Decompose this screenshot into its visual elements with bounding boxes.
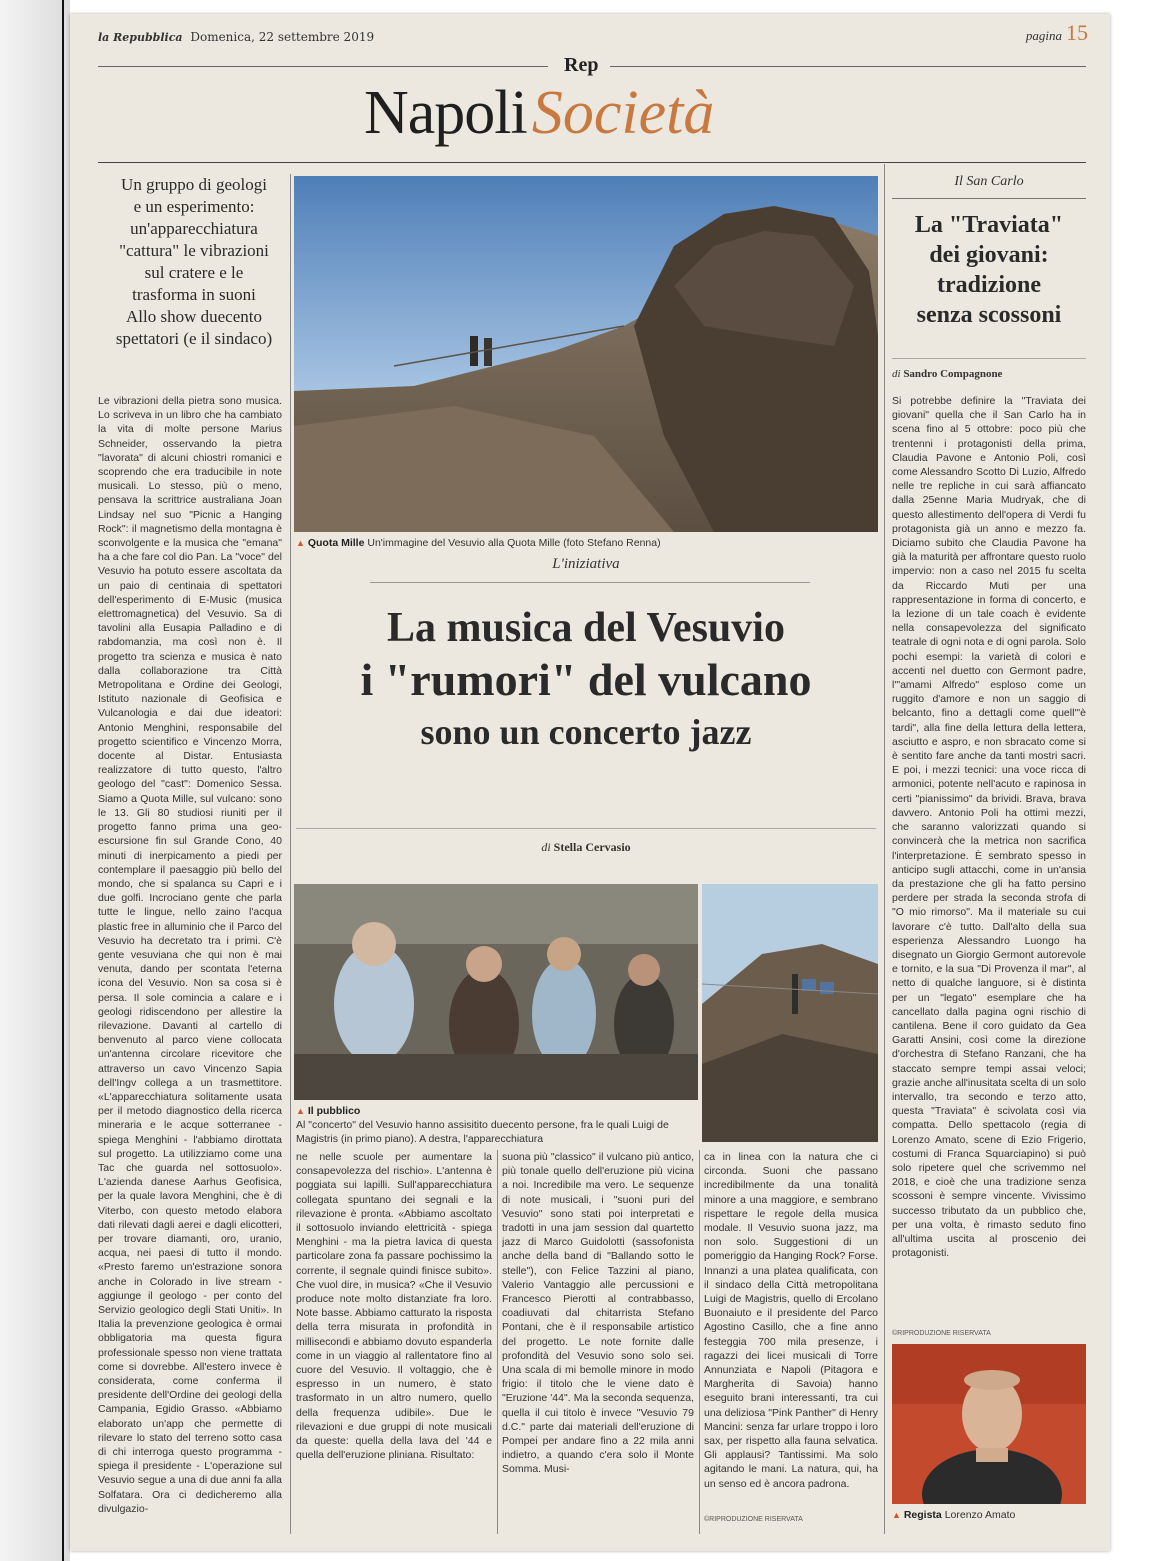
column-divider xyxy=(699,1150,700,1534)
sidebar-kicker-rule xyxy=(892,198,1086,199)
section-title-underline xyxy=(98,162,1086,163)
article-column-4: ca in linea con la natura che ci circonda. Suoni che passano incredibilmente da una tonalità minore a una maggiore, e sembrano rispettare le regole della musica modale. Il Vesuvio suona jazz, ma non solo. Suggestioni di un pomeriggio da Hanging Rock? Forse. Innanzi a una platea qualificata, con il sindaco della Città metropolitana Luigi de Magistris, quello di Ercolano Buonaiuto e il presidente del Parco Agostino Casillo, che a fine anno festeggia 700 mila presenze, i ragazzi dei licei musicali di Torre Annunziata e Napoli (Pitagora e Margherita di Savoia) hanno eseguito brani interessanti, tra cui una deliziosa "Pink Panther" di Henry Mancini: senza far urlare troppo i loro sax, per rispetto alla fauna selvatica. Gli applausi? Tantissimi. Ma solo agitando le mani. La natura, qui, ha un senso ed è ancora padrona. xyxy=(704,1151,878,1490)
column-divider xyxy=(497,1150,498,1534)
caption-text: Al "concerto" del Vesuvio hanno assisitito duecento persone, fra le quali Luigi de Magistris (in primo piano). A destra, l'apparecchiatura xyxy=(296,1119,669,1145)
vesuvio-quota-mille-photo xyxy=(294,176,878,532)
caption-label: Il pubblico xyxy=(307,1105,361,1117)
lead-line: spettatori (e il sindaco) xyxy=(115,329,273,348)
sidebar-copyright: ©RIPRODUZIONE RISERVATA xyxy=(892,1330,991,1337)
sidebar-headline-line: senza scossoni xyxy=(916,302,1062,328)
sidebar-byline-rule xyxy=(892,358,1086,359)
masthead-rule-right xyxy=(610,66,1086,67)
section-title-sub: Società xyxy=(531,79,715,147)
lead-line: Allo show duecento xyxy=(126,307,262,326)
regista-portrait-photo xyxy=(892,1344,1086,1504)
masthead-rule-left xyxy=(98,66,548,67)
column-divider xyxy=(290,174,291,1534)
caption-label: Quota Mille xyxy=(307,537,365,549)
binder-edge xyxy=(62,0,64,1561)
audience-image xyxy=(294,884,698,1100)
article-column-1: Le vibrazioni della pietra sono musica. Lo scriveva in un libro che ha cambiato la vita di molte persone Marius Schneider, osservando la pietra "lavorata" di alcuni chiostri romanici e scoprendo che era traducibile in note musicali. Lo stesso, più o meno, pensava la scrittrice australiana Joan Lindsay nel suo "Picnic a Hanging Rock": il magnetismo della montagna è sconvolgente e la musica che "emana" ha a che fare col dio Pan. La "voce" del Vesuvio ha potuto essere ascoltata da un paio di centinaia di spettatori dell'esperimento di E-Music (musica elettromagnetica) del Vesuvio. Sa di tavolini alla Eusapia Palladino e di rabdomanzia, ma così non è. Il progetto tra scienza e musica è nato dalla collaborazione tra Città Metropolitana e Ordine dei Geologi, Istituto nazionale di Geofisica e Vulcanologia e dai due ideatori: Antonio Menghini, responsabile del progetto scientifico e Vincenzo Morra, docente al Distar. Entusiasta realizzatore di tutto questo, l'altro geologo del "cast": Domenico Sessa. Siamo a Quota Mille, sul vulcano: sono le 13. Gli 80 studiosi riuniti per il progetto fanno prima una geo-escursione fin sul Grande Cono, 40 minuti di inerpicamento a piedi per contemplare il paesaggio più bello del mondo, che si spalanca su Capri e i due golfi. Incrociano gente che parla tutte le lingue, nello zaino l'acqua plastic free in alluminio che il Parco del Vesuvio ha decretato tra i primi. C'è gente vesuviana che qui non è mai venuta, dando per scontata l'eterna icona del Vesuvio. Non sa cosa si è persa. Il sole comincia a calare e i geologi ridiscendono per allestire la rilevazione. Davanti al cartello di benvenuto al parco viene collocata un'antenna circolare ricevitore che attraverso un cavo Vincenzo Sapia dell'Ingv collega a un trasmettitore. «L'apparecchiatura solitamente usata per il metodo diagnostico della ricerca mineraria e le acque sotterranee - spiega Menghini - l'abbiamo dirottata sul progetto. La utilizziamo come una Tac che guarda nel sottosuolo». L'azienda danese Aarhus Geofisica, per la quale lavora Menghini, che è di Viterbo, con questo metodo elabora dati rilevati dagli aerei e dagli elicotteri, per trovare diamanti, oro, uranio, acqua, nei paesi di tutto il mondo. «Presto faremo un'estrazione sonora anche in Colorado in live stream - aggiunge il geologo - per conto del Servizio geologico degli Stati Uniti». In Italia la prevenzione geologica è ormai obbligatoria ma questa figura professionale spesso non viene trattata come si dovrebbe. All'estero invece è considerata, come conferma il presidente dell'Ordine dei geologi della Campania, Egidio Grasso. «Abbiamo elaborato un'app che permette di rilevare lo stato del terreno sotto casa di chi interroga questo programma - spiega il presidente - L'operazione sul Vesuvio segue a una di due anni fa alla Solfatara. Ora ci dedicheremo alla divulgazio- xyxy=(98,395,282,1515)
vesuvio-landscape-image xyxy=(294,176,878,532)
binder-background xyxy=(0,0,70,1561)
equipment-image xyxy=(702,884,878,1142)
headline-line-2: i "rumori" del vulcano xyxy=(360,654,812,705)
section-title xyxy=(364,78,714,149)
audience-photo xyxy=(294,884,698,1100)
byline-prefix: di xyxy=(541,840,551,854)
newspaper-page xyxy=(70,14,1110,1551)
portrait-image xyxy=(892,1344,1086,1504)
lead-line: Un gruppo di geologi xyxy=(121,175,267,194)
article-column-3: suona più "classico" il vulcano più antico, più tonale quello dell'eruzione più vicina a noi. Incredibile ma vero. Le sequenze di note musicali, i "suoni puri del Vesuvio" sono stati poi interpretati e tradotti in una jam session dal quartetto jazz di Marco Guidolotti (sassofonista anche della band di "Ballando sotto le stelle"), con Felice Tazzini al piano, Valerio Vantaggio alle percussioni e Francesco Pierotti al contrabbasso, coadiuvati dal chitarrista Stefano Pontani, che è il responsabile artistico del progetto. Le note fornite dalle profondità del Vesuvio sono solo sei. Una scala di mi bemolle minore in modo frigio: il titolo che le viene dato è "Eruzione '44". Ma la seconda sequenza, quella il cui titolo è invece "Vesuvio 79 d.C." parte dai materiali dell'eruzione di Pompei per andare fino a 22 mila anni indietro, a quando c'era solo il Monte Somma. Musi- xyxy=(502,1151,694,1476)
lead-line: un'apparecchiatura xyxy=(130,219,258,238)
newspaper-name: la Repubblica xyxy=(98,31,183,44)
issue-date: Domenica, 22 settembre 2019 xyxy=(190,30,375,44)
sidebar-byline xyxy=(892,368,1086,380)
caption-triangle-icon: ▲ xyxy=(296,538,305,548)
sidebar-headline-line: tradizione xyxy=(937,272,1041,298)
page-label: pagina xyxy=(1025,28,1062,43)
sidebar-article-text: Si potrebbe definire la "Traviata dei giovani" quella che il San Carlo ha in scena fino al 5 ottobre: poco più che trentenni i protagonisti della prima, Claudia Pavone e Antonio Poli, così come Alessandro Scotto Di Luzio, Alfredo nelle tre repliche in cui sarà affiancato dalla 25enne Maria Mudryak, che di questo allestimento dell'opera di Verdi fu protagonista già un anno e mezzo fa. Diciamo subito che Claudia Pavone ha già la maturità per affrontare questo ruolo impervio: non a caso nel 2015 fu scelta da Riccardo Muti per una rappresentazione in forma di concerto, e la lezione di un tale coach è evidente nella consapevolezza del significato teatrale di ogni nota e di ogni parola. Solo pochi esempi: la varietà di colori e accenti nel duetto con Germont padre, l'"amami Alfredo" esploso come un ruggito d'amore e non un saggio di belcanto, fino a dettagli come quell'"è tardi", alla fine della lettura della lettera, asciutto e aspro, e non sbracato come si è sentito fare anche da tanti mostri sacri. E poi, i mezzi tecnici: una voce ricca di armonici, potente nell'acuto e rapinosa in certi "pianissimo" da brividi. Brava, brava davvero. Antonio Poli ha ottimi mezzi, che saranno valorizzati quando si convincerà che la metrica non sacrifica l'interpretazione. È sembrato spesso in anticipo sugli attacchi, come in un'ansia da prestazione che gli ha fatto persino perdere per strada la seconda strofa di "O mio rimorso". Ma il materiale su cui lavorare c'è tutto. Dall'alto della sua esperienza Alessandro Luongo ha disegnato un Giorgio Germont autorevole e tornito, e la sua "Di Provenza il mar", al netto di qualche languore, si è distinta per un "legato" esemplare che ha cancellato dalla pagina ogni rischio di cantilena. Bene il coro guidato da Gea Garatti Ansini, così come la direzione d'orchestra di Stefano Ranzani, che ha staccato sempre tempi assai veloci; grazie anche all'inusitata scelta di un solo intervallo, tra secondo e terzo atto, questa "Traviata" è scivolata così via compatta. Dello spettacolo (regia di Lorenzo Amato, scene di Ezio Frigerio, costumi di Franca Squarciapino) si può solo ripetere quel che scrivemmo nel 2018, e cioè che una tradizione senza scossoni è sempre vincente. Vivissimo successo tributato da un pubblico che, per una volta, è rimasto seduto fino all'ultima uscita al proscenio dei protagonisti. xyxy=(892,395,1086,1260)
page-header xyxy=(98,30,374,44)
portrait-caption xyxy=(892,1508,1086,1522)
photo-caption-audience xyxy=(296,1104,696,1146)
headline-line-3: sono un concerto jazz xyxy=(420,712,752,752)
caption-triangle-icon: ▲ xyxy=(892,1510,901,1520)
sidebar-divider xyxy=(884,164,885,1534)
byline-author: Sandro Compagnone xyxy=(903,368,1003,380)
article-headline xyxy=(296,602,876,758)
lead-summary xyxy=(98,174,290,350)
article-byline xyxy=(296,840,876,855)
section-title-main: Napoli xyxy=(364,79,527,147)
article-column-2: ne nelle scuole per aumentare la consapevolezza del rischio». L'antenna è poggiata sui lapilli. Sull'apparecchiatura collegata spuntano dei segnali e la rilevazione è pronta. «Abbiamo ascoltato il sottosuolo inviando elettricità - spiega Menghini - ma la pietra lavica di questa particolare zona fa passare pochissimo la corrente, il segnale quindi finisce subito». Che vuol dire, in musica? «Che il Vesuvio produce note molto distanziate fra loro. Note basse. Abbiamo catturato la risposta della terra misurata in profondità in millisecondi e abbiamo dovuto espanderla come in un viaggio al rallentatore fino al cuore del Vesuvio. Il voltaggio, che è espresso in un numero, è stato trasformato in un altro numero, quello della frequenza udibile». Due le rilevazioni e due gruppi di note musicali da queste: quella della lava del '44 e quella dell'eruzione pliniana. Risultato: xyxy=(296,1151,492,1462)
sidebar-kicker: Il San Carlo xyxy=(954,174,1024,189)
headline-line-1: La musica del Vesuvio xyxy=(387,605,785,651)
caption-text: Lorenzo Amato xyxy=(944,1509,1016,1521)
byline-rule xyxy=(296,828,876,829)
sidebar-headline xyxy=(892,210,1086,330)
page-number: 15 xyxy=(1066,20,1088,45)
caption-text: Un'immagine del Vesuvio alla Quota Mille (foto Stefano Renna) xyxy=(367,537,661,549)
sidebar-headline-line: La "Traviata" xyxy=(914,212,1064,238)
kicker-rule xyxy=(370,582,810,583)
sidebar-headline-line: dei giovani: xyxy=(929,242,1049,268)
byline-prefix: di xyxy=(892,368,901,380)
equipment-photo xyxy=(702,884,878,1142)
photo-caption-quota-mille xyxy=(296,536,876,550)
rep-logo: Rep xyxy=(564,54,599,76)
lead-line: "cattura" le vibrazioni xyxy=(119,241,269,260)
copyright-notice: ©RIPRODUZIONE RISERVATA xyxy=(704,1516,803,1523)
caption-triangle-icon: ▲ xyxy=(296,1106,305,1116)
article-kicker: L'iniziativa xyxy=(552,556,620,572)
caption-label: Regista xyxy=(903,1509,942,1521)
page-number-block xyxy=(1026,20,1088,46)
article-column-4-wrap xyxy=(704,1150,878,1538)
byline-author: Stella Cervasio xyxy=(553,840,631,854)
lead-line: e un esperimento: xyxy=(133,197,255,216)
lead-line: sul cratere e le xyxy=(144,263,244,282)
lead-line: trasforma in suoni xyxy=(132,285,256,304)
